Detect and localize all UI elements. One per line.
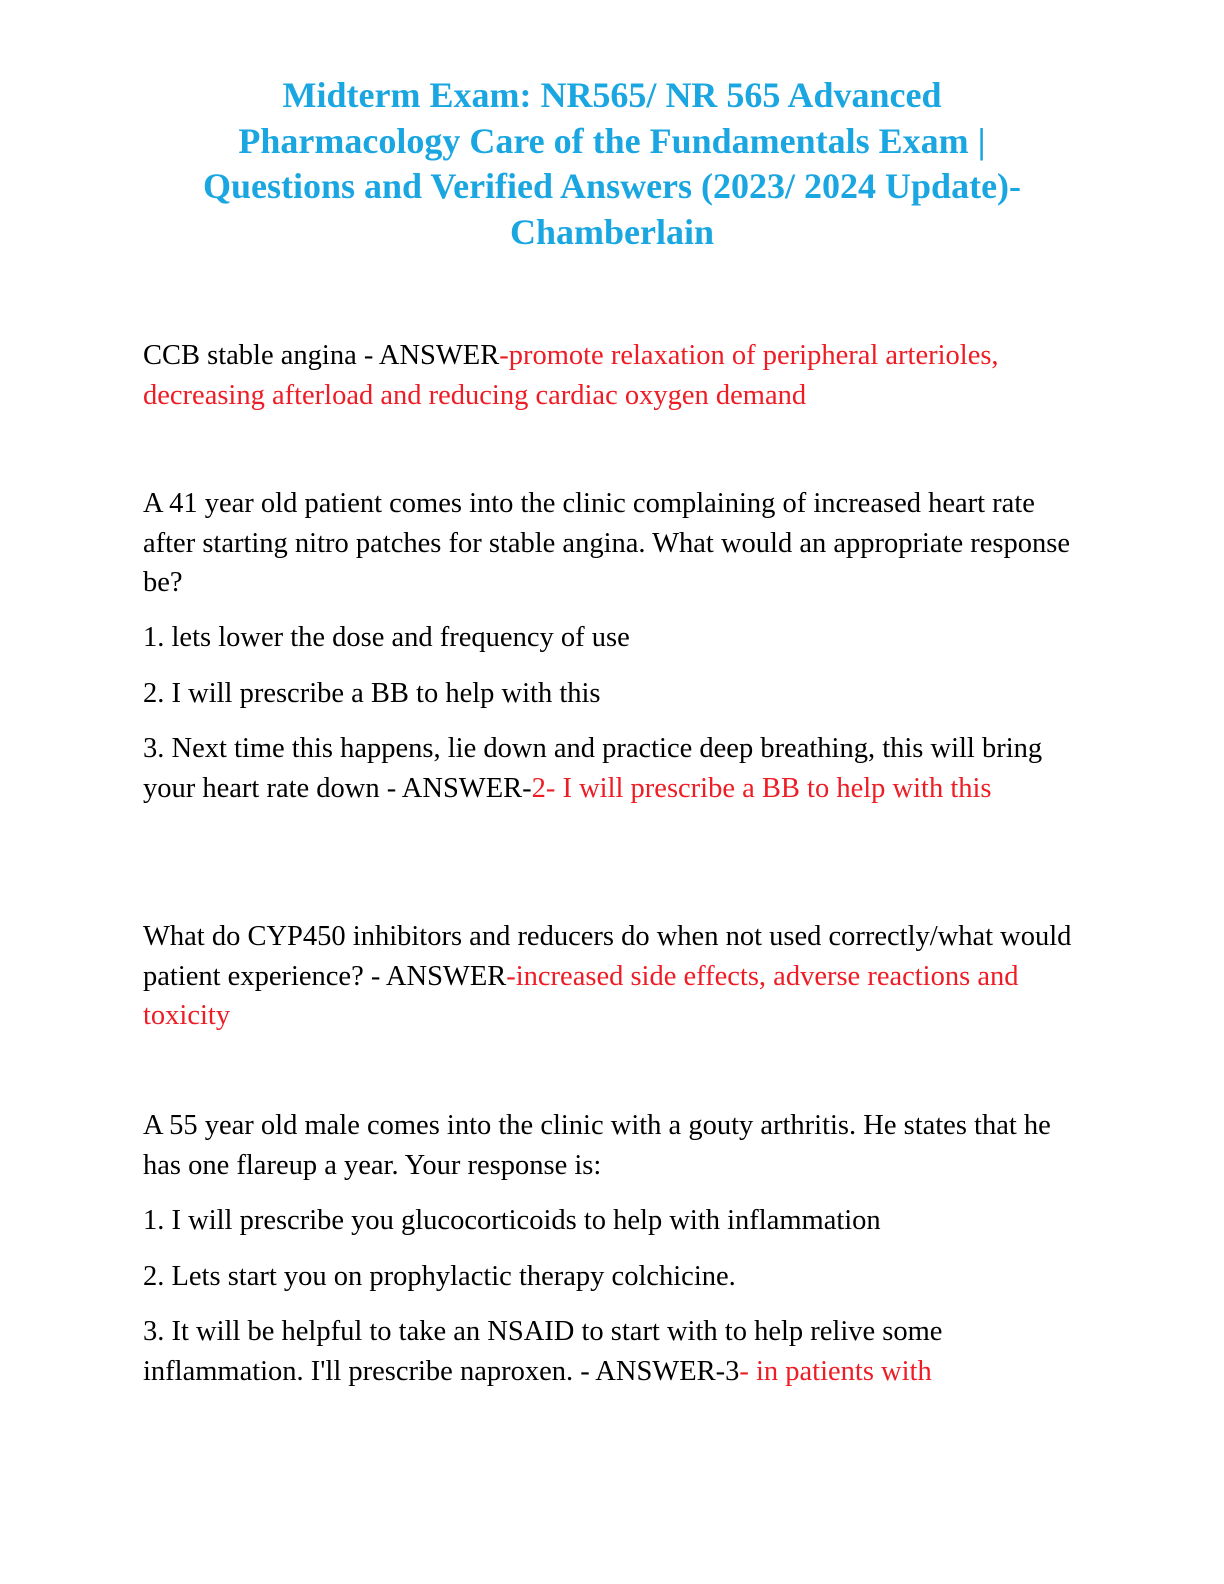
title-line-3: Questions and Verified Answers (2023/ 2024 Update)- <box>202 166 1022 206</box>
option-text: 2. I will prescribe a BB to help with this <box>143 678 601 709</box>
title-line-1: Midterm Exam: NR565/ NR 565 Advanced <box>282 75 942 115</box>
option-text: 1. lets lower the dose and frequency of use <box>143 622 630 653</box>
option-3 <box>143 1312 1083 1391</box>
option-text: 3. Next time this happens, lie down and practice deep breathing, this will bring your heart rate down - ANSWER- <box>143 733 1043 804</box>
qa-item-3 <box>143 917 1083 1036</box>
title-line-4: Chamberlain <box>509 211 714 252</box>
option-2 <box>143 674 1083 714</box>
answer-text: -promote relaxation of peripheral arterioles, decreasing afterload and reducing cardiac oxygen demand <box>143 340 999 411</box>
title-line-2: Pharmacology Care of the Fundamentals Exam | <box>238 120 986 161</box>
qa-item-2-question <box>143 484 1083 603</box>
option-3 <box>143 729 1083 808</box>
answer-text: -increased side effects, adverse reactions and toxicity <box>143 960 1019 1031</box>
question-text: CCB stable angina - ANSWER <box>143 340 500 371</box>
option-text: 1. I will prescribe you glucocorticoids to help with inflammation <box>143 1205 881 1236</box>
question-text: What do CYP450 inhibitors and reducers do when not used correctly/what would patient experience? - ANSWER <box>143 921 1072 992</box>
question-text: A 55 year old male comes into the clinic with a gouty arthritis. He states that he has one flareup a year. Your response is: <box>143 1110 1051 1181</box>
qa-item-4-question <box>143 1106 1083 1185</box>
option-1 <box>143 618 1083 658</box>
document-title <box>130 73 1094 255</box>
option-text: 3. It will be helpful to take an NSAID to start with to help relive some inflammation. I'll prescribe naproxen. - ANSWER-3 <box>143 1316 943 1387</box>
option-text: 2. Lets start you on prophylactic therapy colchicine. <box>143 1261 736 1292</box>
answer-text: - in patients with <box>739 1355 932 1387</box>
answer-text: 2- I will prescribe a BB to help with this <box>531 772 992 804</box>
option-1 <box>143 1201 1083 1241</box>
question-text: A 41 year old patient comes into the clinic complaining of increased heart rate after starting nitro patches for stable angina. What would an appropriate response be? <box>143 488 1070 598</box>
option-2 <box>143 1257 1083 1297</box>
qa-item-1 <box>143 336 1083 415</box>
